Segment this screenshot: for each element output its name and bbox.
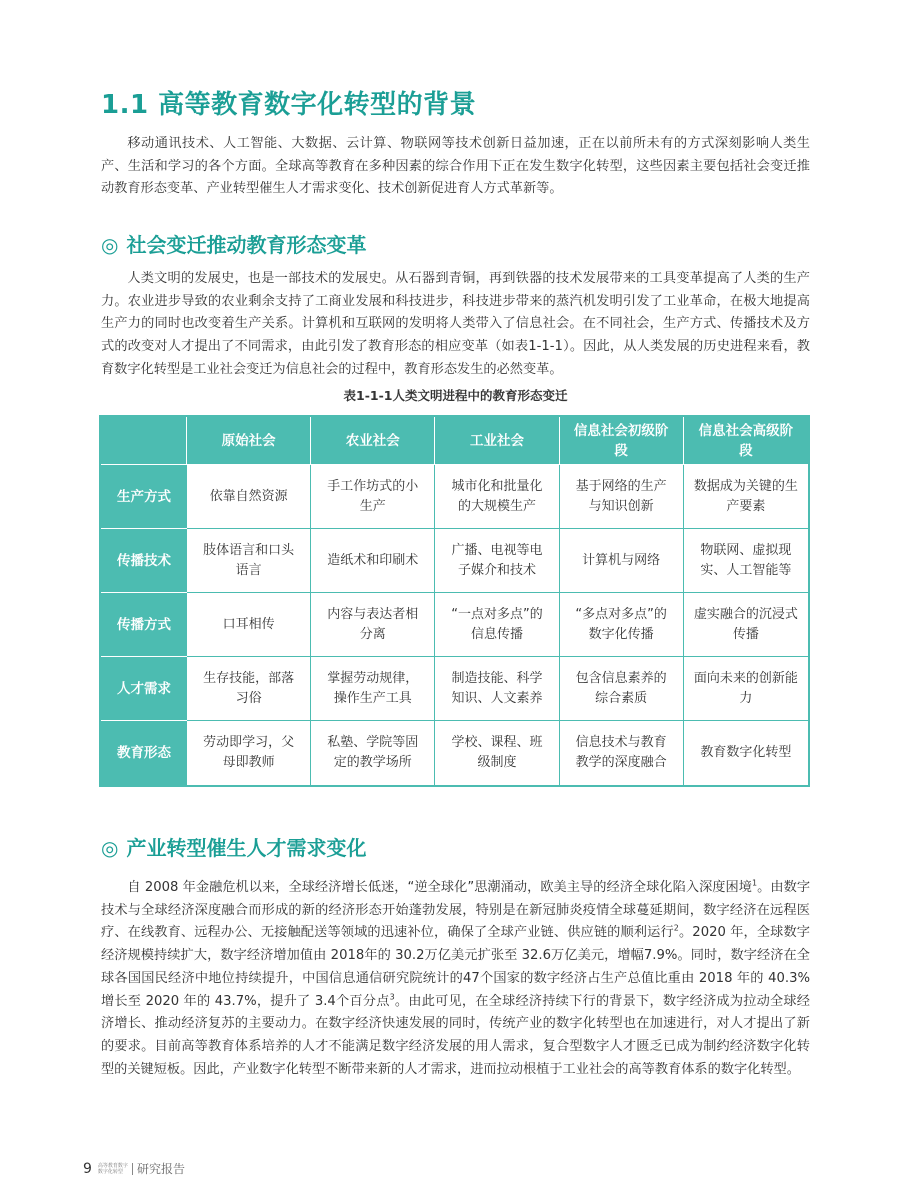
table-cell: “多点对多点”的数字化传播 xyxy=(560,593,684,657)
table-cell: 城市化和批量化的大规模生产 xyxy=(435,465,559,529)
footnote-ref[interactable]: 3 xyxy=(389,992,395,1002)
table-cell: 制造技能、科学知识、人文素养 xyxy=(435,657,559,721)
table-cell: 基于网络的生产与知识创新 xyxy=(560,465,684,529)
table-row xyxy=(101,529,808,593)
column-header: 信息社会高级阶段 xyxy=(684,417,808,465)
column-header: 信息社会初级阶段 xyxy=(560,417,684,465)
table-cell: 学校、课程、班级制度 xyxy=(435,721,559,785)
table-row xyxy=(101,721,808,785)
table-cell: 计算机与网络 xyxy=(560,529,684,593)
table-caption: 表1-1-1人类文明进程中的教育形态变迁 xyxy=(343,388,568,403)
table-cell: 信息技术与教育教学的深度融合 xyxy=(560,721,684,785)
industry-paragraph xyxy=(101,877,810,1081)
section-heading-social-change xyxy=(101,229,366,258)
table-cell: 面向未来的创新能力 xyxy=(684,657,808,721)
table-cell: 包含信息素养的综合素质 xyxy=(560,657,684,721)
table-cell: 劳动即学习，父母即教师 xyxy=(187,721,311,785)
paragraph-text: 。由此可见，在全球经济持续下行的背景下，数字经济成为拉动全球经济增长、推动经济复苏的主要动力。在数字经济快速发展的同时，传统产业的数字化转型也在加速进行，对人才提出了新的要求。目前高等教育体系培养的人才不能满足数字经济发展的用人需求，复合型数字人才匮乏已成为制约经济数字化转型的关键短板。因此，产业数字化转型不断带来新的人才需求，进而拉动根植于工业社会的高等教育体系的数字化转型。 xyxy=(101,993,810,1077)
column-header: 原始社会 xyxy=(187,417,311,465)
section-heading-industry-transformation xyxy=(101,832,366,861)
column-header: 工业社会 xyxy=(435,417,559,465)
logo-line: 高等教育数字 xyxy=(97,1162,128,1169)
footer-divider xyxy=(132,1163,133,1175)
education-form-table xyxy=(99,415,810,787)
report-logo xyxy=(98,1163,128,1175)
table-cell: 广播、电视等电子媒介和技术 xyxy=(435,529,559,593)
table-cell: 内容与表达者相分离 xyxy=(311,593,435,657)
table-cell: 手工作坊式的小生产 xyxy=(311,465,435,529)
section-marker-icon: ◎ xyxy=(101,836,119,860)
section-heading-text: 产业转型催生人才需求变化 xyxy=(126,836,367,860)
page-number: 9 xyxy=(83,1160,92,1177)
table-cell: 教育数字化转型 xyxy=(684,721,808,785)
table-cell: 物联网、虚拟现实、人工智能等 xyxy=(684,529,808,593)
table-cell: 生存技能，部落习俗 xyxy=(187,657,311,721)
table-header-row xyxy=(101,417,808,465)
table-cell: 虚实融合的沉浸式传播 xyxy=(684,593,808,657)
social-change-paragraph: 人类文明的发展史，也是一部技术的发展史。从石器到青铜，再到铁器的技术发展带来的工具变革提高了人类的生产力。农业进步导致的农业剩余支持了工商业发展和科技进步，科技进步带来的蒸汽机发明引发了工业革命，在极大地提高生产力的同时也改变着生产关系。计算机和互联网的发明将人类带入了信息社会。在不同社会，生产方式、传播技术及方式的改变对人才提出了不同需求，由此引发了教育形态的相应变革（如表1-1-1）。因此，从人类发展的历史进程来看，教育数字化转型是工业社会变迁为信息社会的过程中，教育形态发生的必然变革。 xyxy=(101,271,810,377)
table-row xyxy=(101,657,808,721)
table-corner-cell xyxy=(101,417,187,465)
report-label: 研究报告 xyxy=(136,1162,185,1176)
table-cell: 口耳相传 xyxy=(187,593,311,657)
column-header: 农业社会 xyxy=(311,417,435,465)
table-cell: 依靠自然资源 xyxy=(187,465,311,529)
intro-paragraph: 移动通讯技术、人工智能、大数据、云计算、物联网等技术创新日益加速，正在以前所未有的方式深刻影响人类生产、生活和学习的各个方面。全球高等教育在多种因素的综合作用下正在发生数字化转型，这些因素主要包括社会变迁推动教育形态变革、产业转型催生人才需求变化、技术创新促进育人方式革新等。 xyxy=(101,136,810,197)
paragraph-text: 。2020 年，全球数字经济规模持续扩大，数字经济增加值由 2018年的 30.2万亿美元扩张至 32.6万亿美元，增幅7.9%。同时，数字经济在全球各国国民经济中地位持续提升，中国信息通信研究院统计的47个国家的数字经济占生产总值比重由 2018 年的 40.3% 增长至 2020 年的 43.7%，提升了 3.4个百分点 xyxy=(101,925,810,1009)
table-cell: “一点对多点”的信息传播 xyxy=(435,593,559,657)
table-cell: 肢体语言和口头语言 xyxy=(187,529,311,593)
footnote-ref[interactable]: 2 xyxy=(673,924,679,934)
table-row xyxy=(101,593,808,657)
paragraph-text: 自 2008 年金融危机以来，全球经济增长低迷，“逆全球化”思潮涌动，欧美主导的经济全球化陷入深度困境 xyxy=(127,880,752,895)
row-header: 生产方式 xyxy=(101,465,187,529)
table-row xyxy=(101,465,808,529)
footnote-ref[interactable]: 1 xyxy=(752,878,758,888)
row-header: 人才需求 xyxy=(101,657,187,721)
row-header: 传播方式 xyxy=(101,593,187,657)
row-header: 传播技术 xyxy=(101,529,187,593)
table-cell: 私塾、学院等固定的教学场所 xyxy=(311,721,435,785)
table-cell: 掌握劳动规律，操作生产工具 xyxy=(311,657,435,721)
row-header: 教育形态 xyxy=(117,745,171,761)
section-heading-text: 社会变迁推动教育形态变革 xyxy=(126,233,367,257)
logo-line: 数字化转型 xyxy=(97,1168,123,1175)
paragraph-text: 。由数字技术与全球经济深度融合而形成的新的经济形态开始蓬勃发展，特别是在新冠肺炎疫情全球蔓延期间，数字经济在远程医疗、在线教育、远程办公、无接触配送等领域的迅速补位，确保了全球产业链、供应链的顺利运行 xyxy=(101,880,811,941)
page-footer xyxy=(83,1160,185,1177)
table-cell: 数据成为关键的生产要素 xyxy=(684,465,808,529)
table-cell: 造纸术和印刷术 xyxy=(311,529,435,593)
page-title: 1.1 高等教育数字化转型的背景 xyxy=(101,90,477,120)
section-marker-icon: ◎ xyxy=(101,233,119,257)
